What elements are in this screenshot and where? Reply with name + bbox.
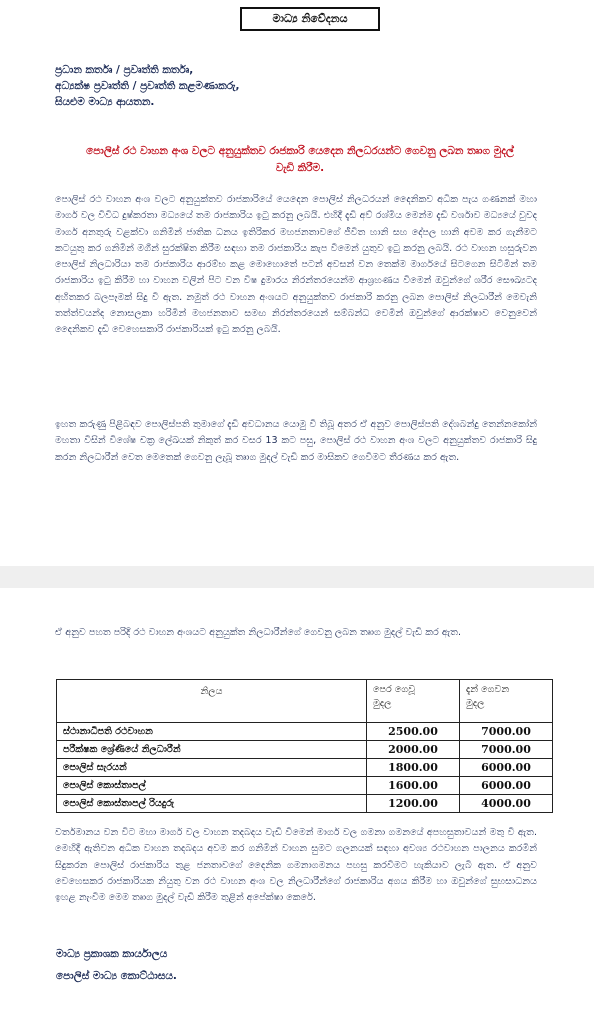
header-rank: නිලය (57, 680, 367, 723)
allowance-table (56, 679, 553, 813)
body-paragraph-1: පොලිස් රථ වාහන අංශ වලට අනුයුක්තව රාජකාරියේ යෙදෙන පොලිස් නිලධරයන් දෛනිකව අධික පැය ගණනක් මහා මාර්ග වල විවිධ දුෂ්කරතා මධ්‍යයේ තම රාජකාරිය ඉටු කරනු ලබයි. එහිදී දැඩි අව් රශ්මිය මෙන්ම දැඩි වර්ශාව මධ්‍යයේ වුවද මාර්ග අනතුරු වළක්වා ගනිමින් ජාතික ධනය ඉතිරිකර මහජනතාවගේ ජීවිත හානි සහ දේපල හානි අවම කර ගැනීමට කටයුතු කර ගනිමින් මගීන් සුරක්ෂිත කිරීම සඳහා තම රාජකාරිය කැප වීමෙන් යුතුව ඉටු කරනු ලබයි. රථ වාහන හසුරුවන පොලිස් නිලධාරියා තම රාජකාරිය ආරම්භ කළ මොහොතේ පටන් අවසන් වන තෙක්ම මාර්ගයේ සිටගෙන සිටිමින් තම රාජකාරිය ඉටු කිරීම හා වාහන වලින් පිට වන විෂ දුමාරය නිරන්තරයෙන්ම ආශ්‍රහණය වීමෙන් ඔවුන්ගේ ශරීර සෞඛ්‍යටද අහිතකර බලපෑමක් සිදු වී ඇත. නමුත් රථ වාහන අංශයට අනුයුක්තව රාජකාරි කරනු ලබන පොලිස් නිලධාරීන් මෙවැනි තත්ත්වයන්ද නොසලකා හරිමින් මහජනතාව සමඟ නිරන්තරයෙන් සම්බන්ධ වෙමින් ඔවුන්ගේ ආරක්ෂාව වෙනුවෙන් දෛනිකව දැඩි වෙහෙසකාරි රාජකාරියක් ඉටු කරනු ලබයි. (55, 194, 537, 336)
table-row (57, 759, 553, 777)
table-row (57, 723, 553, 741)
old-amount-cell: 1800.00 (367, 759, 460, 777)
table-row (57, 795, 553, 813)
rank-cell: පොලිස් කොස්තාපල් (57, 777, 367, 795)
signoff-line: පොලිස් මාධ්‍ය කොට්ඨාසය. (56, 970, 177, 982)
header-old-bottom: මුදල (373, 698, 392, 709)
table-header-row (57, 680, 553, 723)
old-amount-cell: 2000.00 (367, 741, 460, 759)
new-amount-cell: 7000.00 (460, 723, 553, 741)
page-separator (0, 566, 594, 588)
signoff-block (56, 943, 177, 987)
addressee-line: ප්‍රධාන කර්තෘ / ප්‍රවෘත්ති කර්තෘ, (55, 64, 194, 76)
new-amount-cell: 4000.00 (460, 795, 553, 813)
old-amount-cell: 1200.00 (367, 795, 460, 813)
page-title: මාධ්‍ය නිවේදනය (240, 7, 380, 31)
new-amount-cell: 6000.00 (460, 759, 553, 777)
header-new-top: දැන් ගෙවන (466, 684, 510, 695)
header-old-top: පෙර ගෙවූ (373, 684, 416, 695)
old-amount-cell: 2500.00 (367, 723, 460, 741)
rank-cell: ස්ථානාධිපති රථවාහන (57, 723, 367, 741)
new-amount-cell: 6000.00 (460, 777, 553, 795)
header-new-bottom: මුදල (466, 698, 485, 709)
addressee-line: අධ්‍යක්ෂ ප්‍රවෘත්ති / ප්‍රවෘත්ති කළමණාකරු, (55, 80, 240, 92)
body-paragraph-4: වර්තමානය වන විට මහා මාර්ග වල වාහන තදබදය වැඩි වීමෙන් මාර්ග වල ගමනා ගමනයේ අපහසුතාවයන් මතු වී ඇත. මෙහිදී ඇතිවන අධික වාහන තදබදය අවම කර ගනිමින් වාහන සුමට ගලනයක් සඳහා අවශ්‍ය රථවාහන පාලනය කරමින් සිදුකරන පොලිස් රාජකාරිය තුළ ජනතාවගේ දෛනික ගමනාගමනය පහසු කරවීමට හැකියාව ලැබී ඇත. ඒ අනුව වෙහෙසකර රාජකාරියක නියුතු වන රථ වාහන අංශ වල නිලධාරීන්ගේ රාජකාරිය අගය කිරීම හා ඔවුන්ගේ සුභසාධනය ඉහළ නැංවීම මෙම තෘාග මුදල් වැඩි කිරීම තුළින් අපේක්ෂා කෙරේ. (55, 827, 537, 904)
rank-cell: පොලිස් සැරයන් (57, 759, 367, 777)
old-amount-cell: 1600.00 (367, 777, 460, 795)
new-amount-cell: 7000.00 (460, 741, 553, 759)
addressee-block (55, 62, 240, 110)
header-new-amount (460, 680, 553, 723)
signoff-line: මාධ්‍ය ප්‍රකාශක කාර්යාලය (56, 948, 168, 960)
table-row (57, 777, 553, 795)
addressee-line: සියළුම මාධ්‍ය ආයතන. (55, 96, 155, 108)
document-page-2 (0, 588, 594, 1024)
subject-heading: පොලිස් රථ වාහන අංශ වලට අනුයුක්තව රාජකාරි යෙදෙන නිලධරයන්ට ගෙවනු ලබන තෘාග මුදල් වැඩි කිරීම. (86, 145, 514, 174)
table-row (57, 741, 553, 759)
body-paragraph-2: ඉහත කරුණු පිළිබඳව පොලිස්පති තුමාගේ දැඩි අවධානය යොමු වී තිබූ අතර ඒ අනුව පොලිස්පති දේශබන්දු තෙන්නකෝන් මහතා විසින් විශේෂ චක්‍ර ලේඛයක් නිකුත් කර වසර 13 කට පසු, පොලිස් රථ වාහන අංශ වලට අනුයුක්තව රාජකාරි සිදු කරන නිලධාරීන් වෙත මෙතෙක් ගෙවනු ලැබූ තෘාග මුදල් වැඩි කර මාසිකව ගෙවීමට තීරණය කර ඇත. (55, 419, 537, 463)
body-paragraph-3: ඒ අනුව පහත පරිදි රථ වාහන අංශයට අනුයුක්ත නිලධාරීන්ගේ ගෙවනු ලබන තෘාග මුදල් වැඩි කර ඇත. (55, 627, 462, 638)
header-old-amount (367, 680, 460, 723)
rank-cell: පරීක්ෂක ශ්‍රේණියේ නිලධාරීන් (57, 741, 367, 759)
rank-cell: පොලිස් කොස්තාපල් රියදුරු (57, 795, 367, 813)
